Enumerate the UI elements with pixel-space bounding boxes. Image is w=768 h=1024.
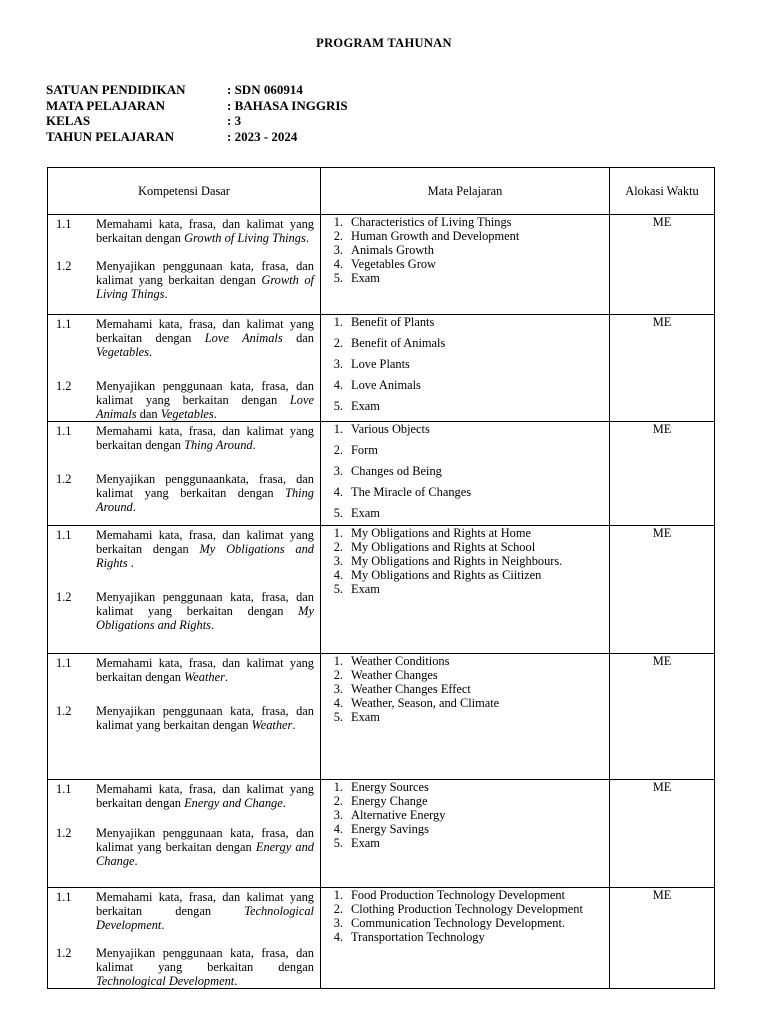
kd-text-part: Menyajikan penggunaan kata, frasa, dan kalimat yang berkaitan dengan — [96, 379, 314, 407]
list-item-label: Changes od Being — [351, 464, 442, 478]
list-item-label: Human Growth and Development — [351, 229, 520, 243]
list-item-number: 3. — [333, 682, 343, 696]
kd-text — [96, 472, 314, 514]
list-item — [333, 243, 585, 257]
list-item-number: 3. — [333, 916, 343, 930]
list-item-label: My Obligations and Rights at School — [351, 540, 536, 554]
kd-text — [96, 379, 314, 421]
list-item-number: 4. — [333, 378, 343, 392]
list-item — [333, 540, 585, 554]
kd-text — [96, 590, 314, 632]
kd-text-part: dan — [282, 331, 314, 345]
kd-number: 1.1 — [56, 782, 72, 796]
list-item-number: 2. — [333, 794, 343, 808]
kd-number: 1.2 — [56, 704, 72, 718]
meta-value: : 2023 - 2024 — [227, 128, 298, 144]
list-item-number: 5. — [333, 506, 343, 520]
kd-topic: Energy and Change — [96, 840, 314, 868]
kd-item — [56, 590, 314, 632]
list-item — [333, 794, 585, 808]
meta-row-subject — [46, 98, 348, 114]
list-item — [333, 654, 585, 668]
list-item — [333, 780, 585, 794]
list-item — [333, 526, 585, 540]
mata-pelajaran-cell — [321, 654, 610, 780]
list-item — [333, 682, 585, 696]
list-item-label: My Obligations and Rights at Home — [351, 526, 531, 540]
meta-label: MATA PELAJARAN — [46, 97, 166, 113]
list-item-label: Food Production Technology Development — [351, 888, 565, 902]
list-item-label: Form — [351, 443, 378, 457]
meta-label: SATUAN PENDIDIKAN — [46, 82, 186, 97]
list-item-number: 3. — [333, 243, 343, 257]
list-item-number: 1. — [333, 780, 343, 794]
topic-list — [321, 526, 609, 596]
list-item — [333, 808, 585, 822]
kd-number: 1.2 — [56, 472, 72, 486]
kd-text-part: Memahami kata, frasa, dan kalimat yang berkaitan dengan — [96, 424, 314, 452]
list-item-label: Alternative Energy — [351, 808, 446, 822]
kd-topic: Weather — [251, 718, 293, 732]
list-item — [333, 229, 585, 243]
list-item — [333, 215, 585, 229]
list-item — [333, 464, 585, 478]
kd-text — [96, 826, 314, 868]
kd-number: 1.2 — [56, 379, 72, 393]
table-row — [48, 215, 715, 315]
kd-number: 1.1 — [56, 528, 72, 542]
list-item — [333, 836, 585, 850]
list-item-label: My Obligations and Rights in Neighbours. — [351, 554, 563, 568]
header-alokasi-waktu: Alokasi Waktu — [610, 168, 715, 215]
kd-item — [56, 379, 314, 421]
list-item-label: My Obligations and Rights as Ciitizen — [351, 568, 542, 582]
page-title: PROGRAM TAHUNAN — [316, 36, 452, 50]
kd-item — [56, 946, 314, 988]
list-item — [333, 568, 585, 582]
kd-text-part: Memahami kata, frasa, dan kalimat yang berkaitan dengan — [96, 782, 314, 810]
list-item-number: 4. — [333, 257, 343, 271]
list-item-label: Vegetables Grow — [351, 257, 436, 271]
kd-number: 1.2 — [56, 259, 72, 273]
list-item-label: Benefit of Animals — [351, 336, 446, 350]
list-item-number: 3. — [333, 464, 343, 478]
meta-value: : SDN 060914 — [227, 82, 303, 97]
table-row — [48, 315, 715, 422]
list-item-label: Exam — [351, 271, 380, 285]
list-item-number: 4. — [333, 822, 343, 836]
kd-text-part: Memahami kata, frasa, dan kalimat yang berkaitan dengan — [96, 217, 314, 245]
kd-text — [96, 317, 314, 359]
list-item-number: 2. — [333, 540, 343, 554]
meta-label: KELAS — [46, 113, 91, 128]
table-row — [48, 422, 715, 526]
kd-text — [96, 782, 314, 810]
list-item-label: Benefit of Plants — [351, 315, 435, 329]
mata-pelajaran-cell — [321, 526, 610, 654]
list-item-number: 5. — [333, 836, 343, 850]
list-item-label: Exam — [351, 582, 380, 596]
mata-pelajaran-cell — [321, 315, 610, 422]
kd-topic: Love Animals — [204, 331, 283, 345]
kd-topic: Weather — [184, 670, 225, 684]
meta-value: : 3 — [227, 113, 242, 128]
list-item-number: 3. — [333, 357, 343, 371]
list-item-label: The Miracle of Changes — [351, 485, 472, 499]
kd-topic: My Obligations and Rights — [96, 604, 314, 632]
list-item-number: 4. — [333, 930, 343, 944]
kd-text-part: . — [210, 618, 215, 632]
kd-item — [56, 217, 314, 245]
kd-text-part: Menyajikan penggunaan kata, frasa, dan kalimat yang berkaitan dengan — [96, 704, 314, 732]
kd-item — [56, 656, 314, 684]
kd-number: 1.1 — [56, 890, 72, 904]
alokasi-waktu-cell: ME — [610, 654, 715, 780]
meta-row-class — [46, 113, 348, 129]
list-item-label: Love Plants — [351, 357, 410, 371]
kd-number: 1.1 — [56, 217, 72, 231]
kd-topic: Technological Development — [96, 904, 314, 932]
kd-text-part: . — [282, 796, 286, 810]
alokasi-waktu-cell: ME — [610, 215, 715, 315]
kd-topic: Growth of Living Things — [96, 273, 314, 301]
kd-text-part: . — [213, 407, 217, 421]
kompetensi-dasar-cell — [48, 315, 321, 422]
list-item — [333, 357, 585, 371]
list-item-number: 2. — [333, 902, 343, 916]
list-item-label: Exam — [351, 506, 380, 520]
list-item-label: Weather Conditions — [351, 654, 450, 668]
kd-text-part: . — [224, 670, 229, 684]
list-item — [333, 257, 585, 271]
kd-topic: Technological Development — [96, 974, 235, 988]
kd-text-part: Menyajikan penggunaan kata, frasa, dan kalimat yang berkaitan dengan — [96, 590, 314, 618]
mata-pelajaran-cell — [321, 422, 610, 526]
kd-text-part: Menyajikan penggunaan kata, frasa, dan kalimat yang berkaitan dengan — [96, 259, 314, 287]
alokasi-waktu-cell: ME — [610, 888, 715, 989]
header-kompetensi-dasar: Kompetensi Dasar — [48, 168, 321, 215]
list-item — [333, 916, 585, 930]
kompetensi-dasar-cell — [48, 526, 321, 654]
kd-topic: Vegetables — [160, 407, 214, 421]
kd-text-part: . — [305, 231, 309, 245]
list-item — [333, 506, 585, 520]
meta-value: : BAHASA INGGRIS — [227, 97, 348, 113]
kd-topic: Energy and Change — [184, 796, 283, 810]
list-item-number: 2. — [333, 443, 343, 457]
kd-item — [56, 472, 314, 514]
kd-text-part: . — [149, 345, 153, 359]
kd-text-part: Memahami kata, frasa, dan kalimat yang berkaitan dengan — [96, 890, 314, 918]
kd-topic: My Obligations and Rights — [96, 542, 315, 570]
kd-topic: Love Animals — [96, 393, 314, 421]
kd-item — [56, 782, 314, 810]
kd-number: 1.2 — [56, 946, 72, 960]
meta-label: TAHUN PELAJARAN — [46, 128, 174, 144]
kd-number: 1.1 — [56, 317, 72, 331]
list-item-label: Clothing Production Technology Development — [351, 902, 583, 916]
list-item-number: 1. — [333, 526, 343, 540]
kd-text — [96, 946, 314, 988]
kd-text — [96, 890, 314, 932]
kd-text-part: . — [127, 556, 134, 570]
list-item-label: Love Animals — [351, 378, 421, 392]
list-item-number: 5. — [333, 710, 343, 724]
list-item-label: Animals Growth — [351, 243, 434, 257]
meta-row-year — [46, 129, 348, 145]
kd-topic: Vegetables — [96, 345, 149, 359]
kd-topic: Thing Around — [96, 486, 314, 514]
topic-list — [321, 888, 609, 944]
list-item-number: 4. — [333, 696, 343, 710]
list-item-label: Transportation Technology — [351, 930, 485, 944]
list-item-label: Communication Technology Development. — [351, 916, 565, 930]
list-item — [333, 271, 585, 285]
alokasi-waktu-cell: ME — [610, 526, 715, 654]
kd-text-part: . — [252, 438, 256, 452]
kd-text-part: Memahami kata, frasa, dan kalimat yang berkaitan dengan — [96, 528, 314, 556]
list-item-number: 2. — [333, 668, 343, 682]
topic-list — [321, 422, 609, 520]
kd-number: 1.1 — [56, 424, 72, 438]
list-item — [333, 902, 585, 916]
list-item-number: 4. — [333, 485, 343, 499]
program-table — [47, 167, 715, 989]
list-item-label: Weather Changes Effect — [351, 682, 471, 696]
kd-text-part: . — [132, 500, 136, 514]
kd-item — [56, 424, 314, 452]
kompetensi-dasar-cell — [48, 422, 321, 526]
kd-item — [56, 704, 314, 732]
mata-pelajaran-cell — [321, 888, 610, 989]
list-item — [333, 930, 585, 944]
list-item-number: 2. — [333, 336, 343, 350]
list-item-number: 1. — [333, 888, 343, 902]
kd-text — [96, 704, 314, 732]
list-item-number: 1. — [333, 215, 343, 229]
list-item — [333, 443, 585, 457]
kd-text-part: Menyajikan penggunaan kata, frasa, dan kalimat yang berkaitan dengan — [96, 946, 314, 974]
list-item — [333, 315, 585, 329]
kd-text-part: Memahami kata, frasa, dan kalimat yang berkaitan dengan — [96, 656, 314, 684]
list-item — [333, 399, 585, 413]
table-row — [48, 780, 715, 888]
mata-pelajaran-cell — [321, 215, 610, 315]
kompetensi-dasar-cell — [48, 654, 321, 780]
kd-item — [56, 826, 314, 868]
kompetensi-dasar-cell — [48, 215, 321, 315]
list-item-label: Weather Changes — [351, 668, 438, 682]
document-meta — [46, 82, 348, 144]
alokasi-waktu-cell: ME — [610, 315, 715, 422]
list-item-number: 1. — [333, 422, 343, 436]
list-item-label: Energy Savings — [351, 822, 429, 836]
list-item — [333, 822, 585, 836]
list-item — [333, 422, 585, 436]
list-item — [333, 710, 585, 724]
list-item-number: 5. — [333, 582, 343, 596]
list-item-number: 4. — [333, 568, 343, 582]
kd-text — [96, 424, 314, 452]
list-item — [333, 668, 585, 682]
kd-item — [56, 528, 314, 570]
kd-text-part: . — [164, 287, 168, 301]
list-item — [333, 336, 585, 350]
kd-text — [96, 217, 314, 245]
list-item-number: 3. — [333, 808, 343, 822]
kd-text-part: Menyajikan penggunaankata, frasa, dan kalimat yang berkaitan dengan — [96, 472, 314, 500]
list-item-number: 3. — [333, 554, 343, 568]
list-item-label: Energy Change — [351, 794, 428, 808]
kd-text — [96, 528, 314, 570]
list-item — [333, 554, 585, 568]
table-row — [48, 888, 715, 989]
kd-text-part: . — [292, 718, 296, 732]
list-item-label: Exam — [351, 710, 380, 724]
topic-list — [321, 315, 609, 413]
list-item-number: 1. — [333, 654, 343, 668]
list-item-label: Various Objects — [351, 422, 430, 436]
table-row — [48, 654, 715, 780]
list-item — [333, 582, 585, 596]
list-item — [333, 888, 585, 902]
kd-text-part: . — [234, 974, 238, 988]
topic-list — [321, 654, 609, 724]
kd-text — [96, 656, 314, 684]
list-item-number: 5. — [333, 271, 343, 285]
kd-item — [56, 317, 314, 359]
list-item-label: Energy Sources — [351, 780, 429, 794]
kd-text-part: . — [134, 854, 138, 868]
kd-item — [56, 890, 314, 932]
kd-text — [96, 259, 314, 301]
list-item-number: 5. — [333, 399, 343, 413]
list-item-number: 1. — [333, 315, 343, 329]
mata-pelajaran-cell — [321, 780, 610, 888]
meta-row-school — [46, 82, 348, 98]
list-item — [333, 485, 585, 499]
kd-text-part: Menyajikan penggunaan kata, frasa, dan kalimat yang berkaitan dengan — [96, 826, 314, 854]
table-body — [48, 215, 715, 989]
header-mata-pelajaran: Mata Pelajaran — [321, 168, 610, 215]
topic-list — [321, 780, 609, 850]
kompetensi-dasar-cell — [48, 780, 321, 888]
list-item-label: Weather, Season, and Climate — [351, 696, 500, 710]
kd-text-part: . — [161, 918, 165, 932]
kd-number: 1.1 — [56, 656, 72, 670]
list-item-label: Exam — [351, 836, 380, 850]
list-item — [333, 378, 585, 392]
kd-number: 1.2 — [56, 826, 72, 840]
alokasi-waktu-cell: ME — [610, 422, 715, 526]
list-item-label: Characteristics of Living Things — [351, 215, 512, 229]
kd-text-part: Memahami kata, frasa, dan kalimat yang berkaitan dengan — [96, 317, 314, 345]
kd-item — [56, 259, 314, 301]
kd-text-part: dan — [136, 407, 161, 421]
kd-number: 1.2 — [56, 590, 72, 604]
table-header-row — [48, 168, 715, 215]
kd-topic: Growth of Living Things — [184, 231, 306, 245]
list-item-number: 2. — [333, 229, 343, 243]
list-item-label: Exam — [351, 399, 380, 413]
list-item — [333, 696, 585, 710]
topic-list — [321, 215, 609, 285]
kompetensi-dasar-cell — [48, 888, 321, 989]
table-row — [48, 526, 715, 654]
alokasi-waktu-cell: ME — [610, 780, 715, 888]
kd-topic: Thing Around — [184, 438, 253, 452]
